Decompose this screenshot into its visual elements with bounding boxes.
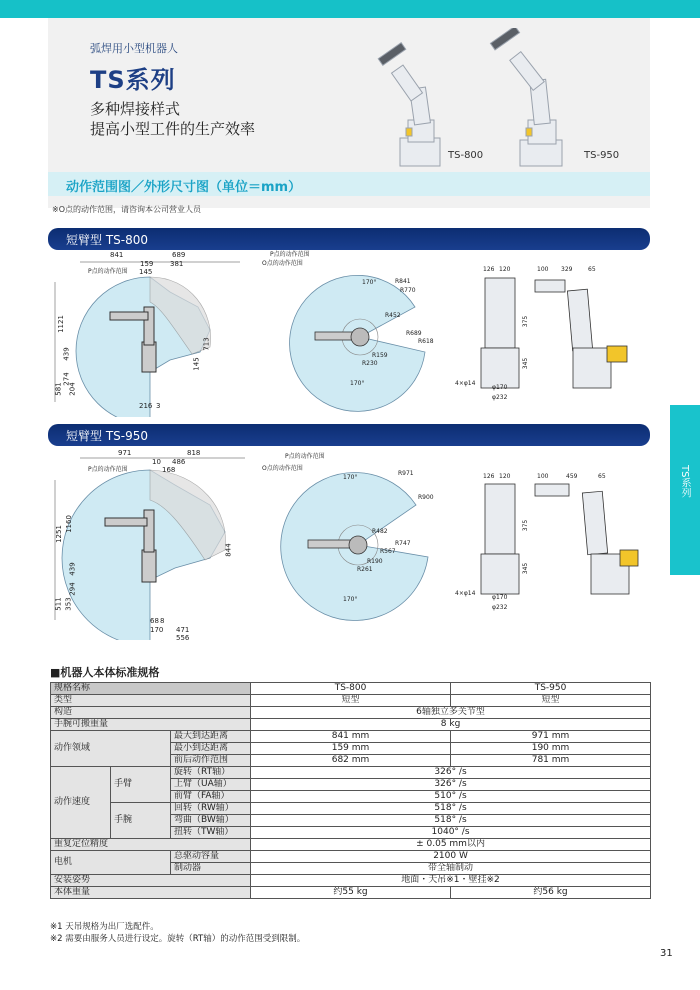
radius-label: R482 [372, 528, 388, 535]
table-cell: ± 0.05 mm以内 [251, 839, 651, 851]
dim-label: 844 [224, 543, 233, 557]
robot-label-ts800: TS-800 [448, 150, 484, 161]
dim-label: 353 [64, 597, 73, 611]
dim-label: 216 [139, 402, 153, 410]
page-subtitle: 弧焊用小型机器人 [90, 42, 178, 55]
table-cell: 前臂（FA轴） [171, 791, 251, 803]
table-cell: 扭转（TW轴） [171, 827, 251, 839]
dim-label: 120 [499, 266, 511, 273]
radius-label: R747 [395, 540, 411, 547]
dim-label: 145 [192, 357, 201, 371]
dim-label: 100 [537, 473, 549, 480]
dim-label: 120 [499, 473, 511, 480]
table-cell: 518° /s [251, 803, 651, 815]
table-cell: 971 mm [451, 731, 651, 743]
p-point-range-label: P点的动作范围 [270, 251, 310, 258]
table-row [51, 767, 651, 779]
top-range-diagram-ts950 [278, 465, 438, 625]
table-cell: 动作领域 [51, 731, 171, 767]
table-cell: 短型 [451, 695, 651, 707]
table-cell: 约55 kg [251, 887, 451, 899]
angle-label: 170° [343, 596, 358, 603]
side-range-diagram-ts950 [50, 450, 250, 640]
table-cell: 构造 [51, 707, 251, 719]
table-cell: 326° /s [251, 767, 651, 779]
model-label-ts800: 短臂型 TS-800 [66, 233, 148, 247]
table-cell: TS-950 [451, 683, 651, 695]
dim-label: 689 [172, 251, 186, 259]
radius-label: R689 [406, 330, 422, 337]
table-row [51, 731, 651, 743]
dim-label: 65 [588, 266, 596, 273]
dim-label: 345 [522, 562, 530, 575]
side-tab-label: TS系列 [679, 465, 690, 498]
side-range-diagram-ts800 [50, 252, 250, 417]
footnote-1: ※1 天吊规格为出厂选配件。 [50, 922, 159, 932]
table-cell: 326° /s [251, 779, 651, 791]
dim-label: 68 [150, 617, 159, 625]
table-cell: 带全轴制动 [251, 863, 651, 875]
table-row [51, 803, 651, 815]
p-point-range-label: P点的动作范围 [88, 268, 128, 275]
radius-label: R261 [357, 566, 373, 573]
dim-label: 581 [54, 382, 63, 396]
table-cell: 1040° /s [251, 827, 651, 839]
outline-views-ts950 [475, 478, 640, 608]
table-cell: 类型 [51, 695, 251, 707]
table-cell: 约56 kg [451, 887, 651, 899]
dim-label: 375 [522, 315, 530, 328]
dim-label: 381 [170, 260, 184, 268]
table-cell: 短型 [251, 695, 451, 707]
table-cell: 本体重量 [51, 887, 251, 899]
table-cell: 手腕 [111, 803, 171, 839]
table-cell: 地面・天吊※1・壁挂※2 [251, 875, 651, 887]
dim-label: 511 [54, 597, 63, 611]
dim-label: 556 [176, 634, 190, 642]
table-cell: 手腕可搬重量 [51, 719, 251, 731]
dim-label: 274 [62, 372, 71, 386]
dim-label: 204 [68, 382, 77, 396]
radius-label: R841 [395, 278, 411, 285]
table-cell: 弯曲（BW轴） [171, 815, 251, 827]
table-row [51, 851, 651, 863]
table-cell: 最大到达距离 [171, 731, 251, 743]
radius-label: R230 [362, 360, 378, 367]
dim-label: 1251 [54, 525, 63, 543]
page-number: 31 [660, 948, 673, 959]
table-cell: 动作速度 [51, 767, 111, 839]
top-range-diagram-ts800 [285, 262, 435, 412]
angle-label: 170° [343, 474, 358, 481]
dim-label: 126 [483, 473, 495, 480]
table-cell: 2100 W [251, 851, 651, 863]
table-cell: 841 mm [251, 731, 451, 743]
table-cell: 制动器 [171, 863, 251, 875]
table-cell: 781 mm [451, 755, 651, 767]
page-title: TS系列 [90, 66, 176, 94]
dim-label: 4×φ14 [455, 380, 476, 387]
dim-label: φ232 [492, 394, 508, 401]
robot-ts800-image [378, 43, 440, 166]
dim-label: 159 [140, 260, 154, 268]
dim-label: 375 [522, 519, 530, 532]
table-cell: 上臂（UA轴） [171, 779, 251, 791]
table-cell: 6轴独立多关节型 [251, 707, 651, 719]
dim-label: 713 [202, 337, 211, 351]
table-row [51, 695, 651, 707]
table-cell: 190 mm [451, 743, 651, 755]
dim-label: 100 [537, 266, 549, 273]
table-row [51, 839, 651, 851]
angle-label: 170° [362, 279, 377, 286]
table-cell: 8 kg [251, 719, 651, 731]
dim-label: 126 [483, 266, 495, 273]
table-cell: 最小到达距离 [171, 743, 251, 755]
dim-label: 8 [160, 617, 165, 625]
table-cell: 159 mm [251, 743, 451, 755]
dim-label: 294 [68, 582, 77, 596]
table-row [51, 875, 651, 887]
dim-label: 4×φ14 [455, 590, 476, 597]
table-cell: 手臂 [111, 767, 171, 803]
dim-label: 10 [152, 458, 161, 466]
p-point-range-label: P点的动作范围 [285, 453, 325, 460]
dim-label: 329 [561, 266, 573, 273]
dim-label: 459 [566, 473, 578, 480]
table-cell: 电机 [51, 851, 171, 875]
dim-label: 65 [598, 473, 606, 480]
table-cell: 重复定位精度 [51, 839, 251, 851]
model-label-ts950: 短臂型 TS-950 [66, 429, 148, 443]
dim-label: 486 [172, 458, 186, 466]
robot-label-ts950: TS-950 [584, 150, 620, 161]
dim-label: 345 [522, 357, 530, 370]
dim-label: φ170 [492, 594, 508, 601]
table-cell: 安装姿势 [51, 875, 251, 887]
dim-label: 3 [156, 402, 161, 410]
dim-label: φ170 [492, 384, 508, 391]
dim-label: 1121 [56, 315, 65, 333]
section-title: 动作范围图／外形尺寸图（单位＝mm） [66, 180, 302, 195]
table-row [51, 887, 651, 899]
table-cell: TS-800 [251, 683, 451, 695]
dim-label: 471 [176, 626, 190, 634]
specs-heading: ■机器人本体标准规格 [50, 666, 160, 679]
robot-ts950-image [490, 28, 562, 166]
table-cell: 518° /s [251, 815, 651, 827]
dim-label: 841 [110, 251, 124, 259]
tagline-line-1: 多种焊接样式 [90, 100, 181, 118]
radius-label: R900 [418, 494, 434, 501]
table-cell: 682 mm [251, 755, 451, 767]
table-cell: 总驱动容量 [171, 851, 251, 863]
radius-label: R618 [418, 338, 434, 345]
p-point-range-label: P点的动作范围 [88, 466, 128, 473]
table-cell: 旋转（RT轴） [171, 767, 251, 779]
dim-label: 170 [150, 626, 164, 634]
dim-label: 1160 [64, 515, 73, 533]
dim-label: 818 [187, 449, 201, 457]
table-row [51, 707, 651, 719]
o-point-range-label: O点的动作范围 [262, 260, 303, 267]
radius-label: R971 [398, 470, 414, 477]
dim-label: 145 [139, 268, 153, 276]
radius-label: R190 [367, 558, 383, 565]
table-cell: 前后动作范围 [171, 755, 251, 767]
table-row [51, 719, 651, 731]
footnote-2: ※2 需要由服务人员进行设定。旋转（RT轴）的动作范围受到限制。 [50, 934, 306, 944]
dim-label: 439 [62, 347, 71, 361]
dim-label: 168 [162, 466, 176, 474]
dim-label: 971 [118, 449, 132, 457]
table-cell: 回转（RW轴） [171, 803, 251, 815]
radius-label: R567 [380, 548, 396, 555]
table-cell: 510° /s [251, 791, 651, 803]
angle-label: 170° [350, 380, 365, 387]
o-point-range-label: O点的动作范围 [262, 465, 303, 472]
radius-label: R452 [385, 312, 401, 319]
section-note: ※O点的动作范围，请咨询本公司营业人员 [52, 205, 201, 214]
tagline-line-2: 提高小型工件的生产效率 [90, 120, 256, 138]
top-accent-bar [0, 0, 700, 18]
dim-label: 439 [68, 562, 77, 576]
table-cell: 规格名称 [51, 683, 251, 695]
specs-table [50, 682, 651, 899]
radius-label: R159 [372, 352, 388, 359]
dim-label: φ232 [492, 604, 508, 611]
table-row [51, 683, 651, 695]
radius-label: R770 [400, 287, 416, 294]
